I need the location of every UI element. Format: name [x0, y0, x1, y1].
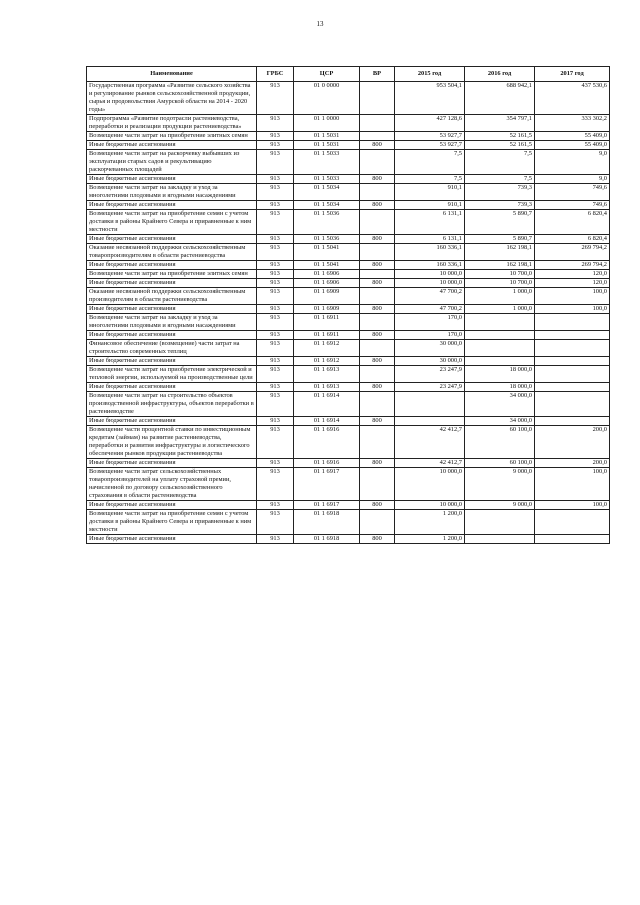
cell-vr: 800 [360, 383, 395, 392]
header-csr: ЦСР [294, 67, 360, 82]
cell-vr [360, 270, 395, 279]
table-row [87, 150, 610, 175]
table-row [87, 314, 610, 331]
cell-csr: 01 1 5036 [294, 210, 360, 235]
cell-csr: 01 1 6916 [294, 459, 360, 468]
cell-grbs: 913 [257, 210, 294, 235]
cell-2017 [535, 383, 610, 392]
cell-2017 [535, 331, 610, 340]
cell-2015: 6 131,1 [395, 210, 465, 235]
cell-2017: 100,0 [535, 305, 610, 314]
cell-2015: 7,5 [395, 175, 465, 184]
cell-vr: 800 [360, 501, 395, 510]
table-row [87, 235, 610, 244]
cell-name: Финансовое обеспечение (возмещение) части затрат на строительство современных теплиц [87, 340, 257, 357]
cell-name: Иные бюджетные ассигнования [87, 417, 257, 426]
cell-2017: 120,0 [535, 270, 610, 279]
cell-grbs: 913 [257, 261, 294, 270]
cell-grbs: 913 [257, 175, 294, 184]
cell-vr: 800 [360, 175, 395, 184]
cell-csr: 01 1 6912 [294, 340, 360, 357]
cell-2015: 910,1 [395, 184, 465, 201]
cell-2015: 23 247,9 [395, 366, 465, 383]
cell-2015: 1 200,0 [395, 510, 465, 535]
cell-2016: 354 797,1 [465, 115, 535, 132]
cell-2017: 200,0 [535, 426, 610, 459]
cell-csr: 01 1 6906 [294, 279, 360, 288]
cell-csr: 01 1 6914 [294, 392, 360, 417]
cell-2016: 18 000,0 [465, 366, 535, 383]
cell-csr: 01 1 5031 [294, 132, 360, 141]
cell-2017 [535, 510, 610, 535]
table-row [87, 261, 610, 270]
cell-name: Иные бюджетные ассигнования [87, 459, 257, 468]
table-row [87, 417, 610, 426]
cell-vr: 800 [360, 279, 395, 288]
cell-vr: 800 [360, 417, 395, 426]
cell-2017: 269 794,2 [535, 244, 610, 261]
cell-2017: 269 794,2 [535, 261, 610, 270]
cell-grbs: 913 [257, 535, 294, 544]
cell-name: Возмещение части затрат на приобретение электрической и тепловой энергии, используемой на производственные цели [87, 366, 257, 383]
cell-2016: 5 890,7 [465, 210, 535, 235]
table-row [87, 201, 610, 210]
cell-2016: 5 890,7 [465, 235, 535, 244]
cell-csr: 01 1 6918 [294, 535, 360, 544]
table-row [87, 357, 610, 366]
cell-2015 [395, 392, 465, 417]
cell-csr: 01 1 6913 [294, 383, 360, 392]
table-row [87, 501, 610, 510]
header-2017: 2017 год [535, 67, 610, 82]
header-2015: 2015 год [395, 67, 465, 82]
table-row [87, 244, 610, 261]
cell-grbs: 913 [257, 331, 294, 340]
header-vr: ВР [360, 67, 395, 82]
table-row [87, 82, 610, 115]
cell-2015: 7,5 [395, 150, 465, 175]
cell-name: Возмещение части затрат на приобретение семян с учетом доставки в районы Крайнего Севера и приравненные к ним местности [87, 210, 257, 235]
cell-2017 [535, 535, 610, 544]
cell-vr [360, 468, 395, 501]
cell-grbs: 913 [257, 244, 294, 261]
cell-grbs: 913 [257, 115, 294, 132]
cell-2015: 953 504,1 [395, 82, 465, 115]
cell-2016 [465, 340, 535, 357]
cell-csr: 01 1 5033 [294, 175, 360, 184]
table-row [87, 279, 610, 288]
table-row [87, 288, 610, 305]
cell-csr: 01 1 0000 [294, 115, 360, 132]
cell-grbs: 913 [257, 132, 294, 141]
cell-csr: 01 1 6916 [294, 426, 360, 459]
cell-csr: 01 1 6911 [294, 331, 360, 340]
cell-csr: 01 1 6913 [294, 366, 360, 383]
cell-vr: 800 [360, 305, 395, 314]
cell-vr: 800 [360, 535, 395, 544]
cell-csr: 01 1 6909 [294, 288, 360, 305]
cell-grbs: 913 [257, 417, 294, 426]
cell-vr [360, 82, 395, 115]
cell-2016 [465, 535, 535, 544]
header-2016: 2016 год [465, 67, 535, 82]
cell-2017: 749,6 [535, 201, 610, 210]
page-number: 13 [316, 20, 324, 28]
table-row [87, 383, 610, 392]
cell-vr [360, 288, 395, 305]
cell-2017 [535, 392, 610, 417]
table-body [87, 82, 610, 544]
cell-2017: 120,0 [535, 279, 610, 288]
cell-csr: 01 1 6911 [294, 314, 360, 331]
cell-vr [360, 210, 395, 235]
cell-2016: 10 700,0 [465, 270, 535, 279]
table-row [87, 459, 610, 468]
cell-2015: 10 000,0 [395, 468, 465, 501]
cell-2017: 100,0 [535, 288, 610, 305]
cell-2017: 55 409,0 [535, 132, 610, 141]
cell-2016: 18 000,0 [465, 383, 535, 392]
cell-2016: 739,3 [465, 184, 535, 201]
cell-name: Возмещение части затрат на раскорчевку выбывших из эксплуатации старых садов и рекультивацию раскорчеванных площадей [87, 150, 257, 175]
cell-vr [360, 366, 395, 383]
cell-2015: 10 000,0 [395, 501, 465, 510]
cell-csr: 01 0 0000 [294, 82, 360, 115]
cell-2017: 200,0 [535, 459, 610, 468]
table-row [87, 510, 610, 535]
cell-vr [360, 340, 395, 357]
cell-2016: 688 942,1 [465, 82, 535, 115]
cell-name: Возмещение части затрат сельскохозяйственных товаропроизводителей на уплату страховой премии, начисленной по договору сельскохозяйственного страхования в области растениеводства [87, 468, 257, 501]
cell-2015: 170,0 [395, 331, 465, 340]
cell-2016 [465, 331, 535, 340]
cell-vr [360, 150, 395, 175]
cell-2016: 7,5 [465, 150, 535, 175]
cell-name: Иные бюджетные ассигнования [87, 535, 257, 544]
cell-vr [360, 244, 395, 261]
cell-name: Возмещение части процентной ставки по инвестиционным кредитам (займам) на развитие растениеводства, переработки и развития инфраструктуры и логистического обеспечения рынков продукции растениеводства [87, 426, 257, 459]
cell-2015: 910,1 [395, 201, 465, 210]
cell-vr [360, 314, 395, 331]
cell-2017: 55 409,0 [535, 141, 610, 150]
cell-grbs: 913 [257, 288, 294, 305]
cell-vr: 800 [360, 141, 395, 150]
cell-grbs: 913 [257, 501, 294, 510]
cell-csr: 01 1 5041 [294, 261, 360, 270]
cell-name: Иные бюджетные ассигнования [87, 201, 257, 210]
cell-2016: 162 198,1 [465, 244, 535, 261]
cell-2015: 10 000,0 [395, 270, 465, 279]
cell-name: Иные бюджетные ассигнования [87, 331, 257, 340]
cell-2016: 52 161,5 [465, 141, 535, 150]
table-row [87, 184, 610, 201]
budget-table [86, 66, 610, 544]
cell-2017: 749,6 [535, 184, 610, 201]
cell-2016 [465, 314, 535, 331]
table-row [87, 392, 610, 417]
cell-name: Возмещение части затрат на закладку и уход за многолетними плодовыми и ягодными насаждениями [87, 184, 257, 201]
cell-csr: 01 1 6918 [294, 510, 360, 535]
table-row [87, 305, 610, 314]
cell-2017 [535, 366, 610, 383]
cell-2016: 60 100,0 [465, 459, 535, 468]
cell-name: Иные бюджетные ассигнования [87, 501, 257, 510]
cell-grbs: 913 [257, 82, 294, 115]
cell-2016: 162 198,1 [465, 261, 535, 270]
cell-2016: 1 000,0 [465, 305, 535, 314]
cell-grbs: 913 [257, 279, 294, 288]
cell-vr: 800 [360, 235, 395, 244]
table-row [87, 468, 610, 501]
cell-vr: 800 [360, 261, 395, 270]
cell-grbs: 913 [257, 366, 294, 383]
cell-grbs: 913 [257, 383, 294, 392]
cell-csr: 01 1 6914 [294, 417, 360, 426]
cell-csr: 01 1 6917 [294, 501, 360, 510]
cell-grbs: 913 [257, 357, 294, 366]
cell-grbs: 913 [257, 314, 294, 331]
cell-grbs: 913 [257, 340, 294, 357]
cell-csr: 01 1 5036 [294, 235, 360, 244]
cell-csr: 01 1 5031 [294, 141, 360, 150]
cell-2017: 9,0 [535, 150, 610, 175]
cell-2015: 53 927,7 [395, 141, 465, 150]
cell-csr: 01 1 6906 [294, 270, 360, 279]
cell-csr: 01 1 5041 [294, 244, 360, 261]
cell-grbs: 913 [257, 201, 294, 210]
table-row [87, 210, 610, 235]
cell-csr: 01 1 5034 [294, 201, 360, 210]
cell-2015: 30 000,0 [395, 340, 465, 357]
cell-vr [360, 132, 395, 141]
cell-csr: 01 1 6909 [294, 305, 360, 314]
cell-2015: 6 131,1 [395, 235, 465, 244]
cell-2015: 53 927,7 [395, 132, 465, 141]
cell-vr: 800 [360, 201, 395, 210]
cell-2016: 7,5 [465, 175, 535, 184]
cell-grbs: 913 [257, 305, 294, 314]
cell-csr: 01 1 6912 [294, 357, 360, 366]
cell-2015: 160 336,1 [395, 261, 465, 270]
cell-2016: 1 000,0 [465, 288, 535, 305]
cell-2015: 47 700,2 [395, 305, 465, 314]
cell-2015: 1 200,0 [395, 535, 465, 544]
cell-name: Иные бюджетные ассигнования [87, 175, 257, 184]
table-row [87, 366, 610, 383]
cell-2017: 437 530,6 [535, 82, 610, 115]
cell-name: Иные бюджетные ассигнования [87, 357, 257, 366]
cell-2015: 30 000,0 [395, 357, 465, 366]
cell-2016: 60 100,0 [465, 426, 535, 459]
cell-2017 [535, 340, 610, 357]
cell-grbs: 913 [257, 510, 294, 535]
table-row [87, 426, 610, 459]
cell-2015: 427 128,6 [395, 115, 465, 132]
cell-2016 [465, 357, 535, 366]
cell-name: Иные бюджетные ассигнования [87, 279, 257, 288]
cell-2017: 100,0 [535, 501, 610, 510]
cell-name: Подпрограмма «Развитие подотрасли растениеводства, переработки и реализации продукции растениеводства» [87, 115, 257, 132]
table-row [87, 132, 610, 141]
header-name: Наименование [87, 67, 257, 82]
cell-2015: 42 412,7 [395, 459, 465, 468]
cell-2017 [535, 314, 610, 331]
cell-grbs: 913 [257, 141, 294, 150]
cell-2016: 52 161,5 [465, 132, 535, 141]
cell-2015: 23 247,9 [395, 383, 465, 392]
cell-2017 [535, 417, 610, 426]
cell-name: Возмещение части затрат на приобретение семян с учетом доставки в районы Крайнего Севера и приравненные к ним местности [87, 510, 257, 535]
cell-name: Оказание несвязанной поддержки сельскохозяйственным производителям в области растениеводства [87, 288, 257, 305]
cell-vr: 800 [360, 357, 395, 366]
cell-2016: 739,3 [465, 201, 535, 210]
cell-name: Возмещение части затрат на строительство объектов производственной инфраструктуры, объектов переработки в растениеводстве [87, 392, 257, 417]
cell-2016: 10 700,0 [465, 279, 535, 288]
table-row [87, 175, 610, 184]
cell-2017 [535, 357, 610, 366]
cell-name: Оказание несвязанной поддержки сельскохозяйственным товаропроизводителям в области растениеводства [87, 244, 257, 261]
table-row [87, 535, 610, 544]
cell-name: Иные бюджетные ассигнования [87, 261, 257, 270]
cell-2015: 47 700,2 [395, 288, 465, 305]
cell-vr: 800 [360, 331, 395, 340]
cell-vr [360, 392, 395, 417]
cell-name: Возмещение части затрат на приобретение элитных семян [87, 270, 257, 279]
cell-2015 [395, 417, 465, 426]
table-row [87, 331, 610, 340]
cell-name: Иные бюджетные ассигнования [87, 305, 257, 314]
cell-grbs: 913 [257, 235, 294, 244]
cell-name: Государственная программа «Развитие сельского хозяйства и регулирование рынков сельскохозяйственной продукции, сырья и продовольствия Амурской области на 2014 - 2020 годы» [87, 82, 257, 115]
cell-vr [360, 184, 395, 201]
cell-grbs: 913 [257, 468, 294, 501]
cell-2017: 333 302,2 [535, 115, 610, 132]
table-row [87, 340, 610, 357]
cell-2016: 34 000,0 [465, 392, 535, 417]
cell-vr [360, 115, 395, 132]
cell-grbs: 913 [257, 426, 294, 459]
cell-grbs: 913 [257, 459, 294, 468]
cell-2016 [465, 510, 535, 535]
table-row [87, 141, 610, 150]
cell-2017: 6 820,4 [535, 235, 610, 244]
cell-2016: 9 000,0 [465, 501, 535, 510]
cell-2015: 42 412,7 [395, 426, 465, 459]
cell-2015: 170,0 [395, 314, 465, 331]
cell-name: Возмещение части затрат на приобретение элитных семян [87, 132, 257, 141]
cell-2015: 160 336,1 [395, 244, 465, 261]
cell-2015: 10 000,0 [395, 279, 465, 288]
cell-csr: 01 1 5033 [294, 150, 360, 175]
cell-vr [360, 426, 395, 459]
cell-name: Возмещение части затрат на закладку и уход за многолетними плодовыми и ягодными насаждениями [87, 314, 257, 331]
cell-name: Иные бюджетные ассигнования [87, 383, 257, 392]
cell-grbs: 913 [257, 392, 294, 417]
cell-2017: 6 820,4 [535, 210, 610, 235]
table-row [87, 115, 610, 132]
cell-name: Иные бюджетные ассигнования [87, 141, 257, 150]
cell-grbs: 913 [257, 184, 294, 201]
table-header [87, 67, 610, 82]
cell-2017: 9,0 [535, 175, 610, 184]
table-row [87, 270, 610, 279]
cell-vr [360, 510, 395, 535]
header-grbs: ГРБС [257, 67, 294, 82]
cell-2016: 34 000,0 [465, 417, 535, 426]
cell-grbs: 913 [257, 270, 294, 279]
cell-csr: 01 1 5034 [294, 184, 360, 201]
cell-csr: 01 1 6917 [294, 468, 360, 501]
cell-name: Иные бюджетные ассигнования [87, 235, 257, 244]
cell-grbs: 913 [257, 150, 294, 175]
cell-2017: 100,0 [535, 468, 610, 501]
cell-2016: 9 000,0 [465, 468, 535, 501]
cell-vr: 800 [360, 459, 395, 468]
